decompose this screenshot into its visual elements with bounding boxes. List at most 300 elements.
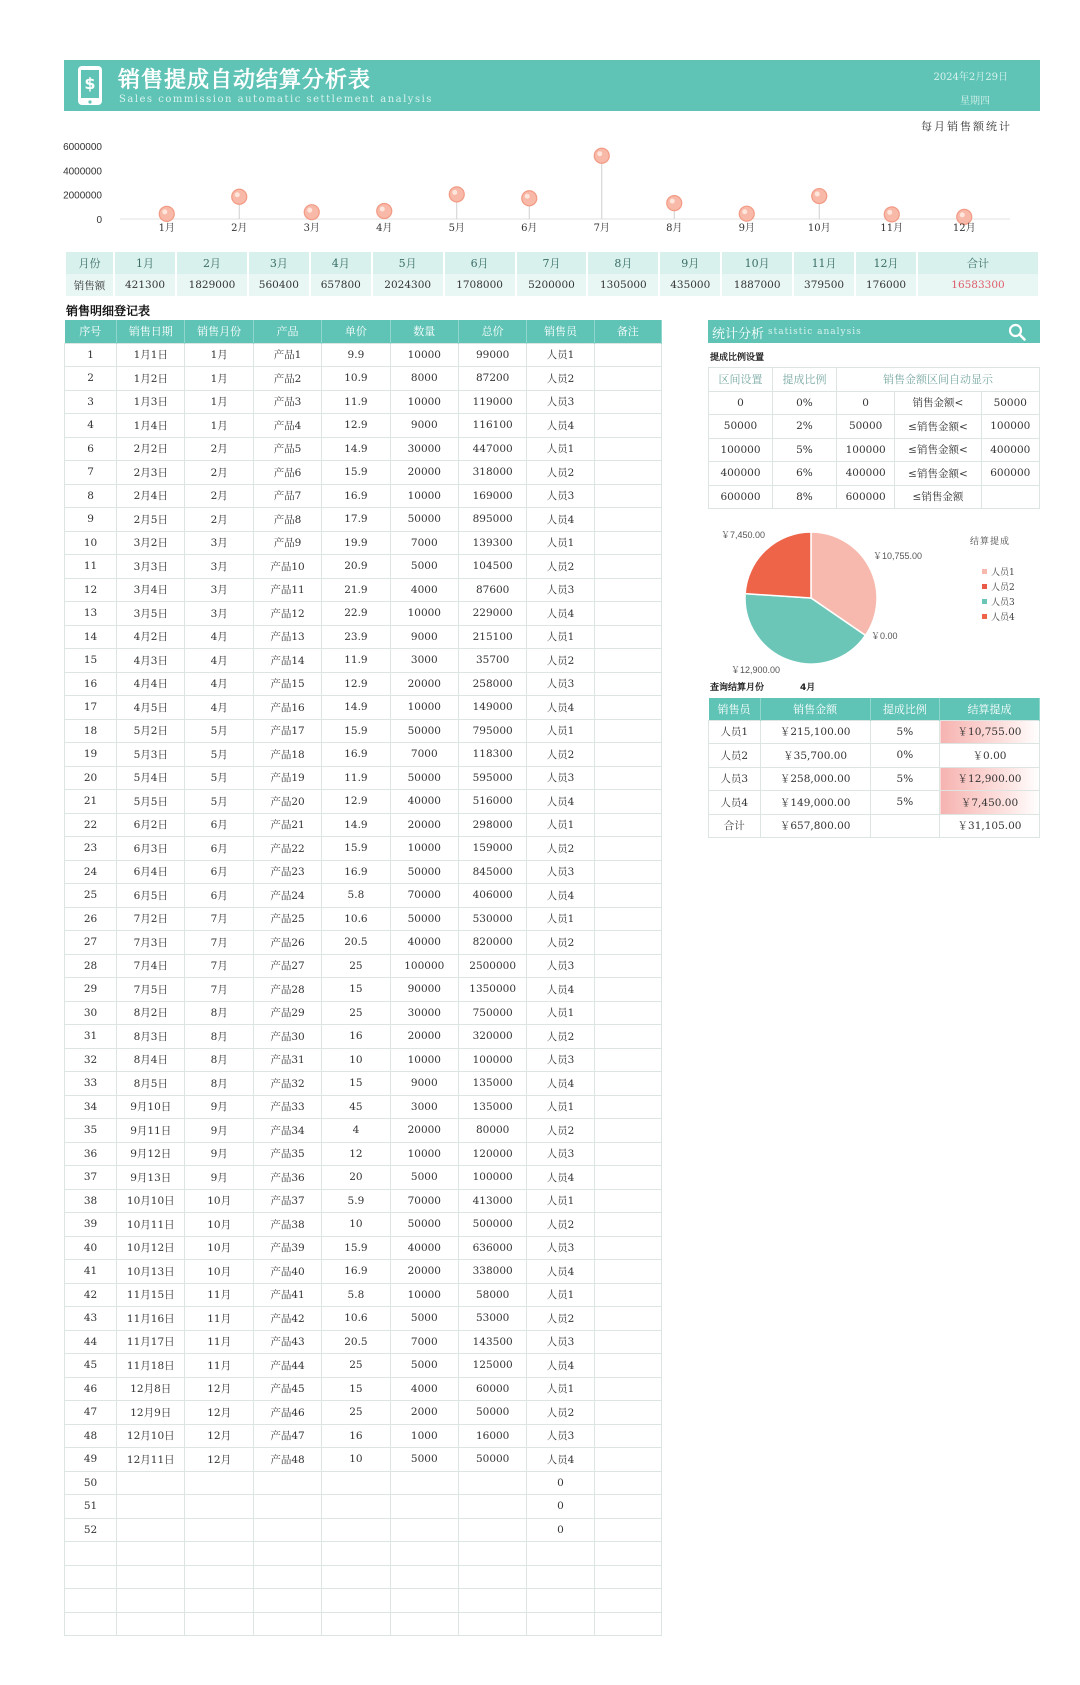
table-row[interactable] (65, 672, 662, 696)
rate-cell: 100000 (836, 438, 894, 462)
table-cell: 6月 (185, 860, 253, 884)
data-point (594, 148, 609, 163)
table-cell (594, 625, 661, 649)
table-cell: 5月 (185, 743, 253, 767)
table-row[interactable] (65, 1589, 662, 1613)
table-row[interactable] (65, 1213, 662, 1237)
data-point (667, 196, 682, 211)
table-row[interactable] (65, 1471, 662, 1495)
summary-month: 1月 (115, 252, 175, 274)
table-cell: 8月3日 (117, 1025, 185, 1049)
table-cell (65, 1612, 117, 1636)
table-cell: 人员3 (527, 672, 594, 696)
table-cell: 3 (65, 390, 117, 414)
table-cell: 12月9日 (117, 1401, 185, 1425)
summary-sales-value: 1829000 (177, 274, 247, 296)
table-cell: 12 (322, 1142, 390, 1166)
table-cell: 530000 (458, 907, 526, 931)
table-cell: 20.5 (322, 1330, 390, 1354)
table-row[interactable] (65, 1307, 662, 1331)
table-cell (594, 508, 661, 532)
table-cell (322, 1471, 390, 1495)
x-tick-label: 4月 (376, 223, 393, 234)
table-row[interactable] (65, 978, 662, 1002)
table-row[interactable] (65, 1424, 662, 1448)
table-cell: 4 (322, 1119, 390, 1143)
table-cell: 4 (65, 414, 117, 438)
table-cell: 100000 (458, 1048, 526, 1072)
table-row[interactable] (65, 578, 662, 602)
rate-cell: 400000 (981, 438, 1039, 462)
rate-header-cell: 区间设置 (709, 368, 773, 392)
table-cell: 25 (322, 1401, 390, 1425)
query-month-value[interactable]: 4月 (800, 683, 816, 693)
table-cell: 6 (65, 437, 117, 461)
table-cell: 产品26 (253, 931, 321, 955)
legend-swatch (982, 599, 987, 604)
table-cell: 产品10 (253, 555, 321, 579)
table-cell (594, 837, 661, 861)
table-cell: 产品14 (253, 649, 321, 673)
y-tick-label: 4000000 (63, 166, 102, 178)
table-cell: 99000 (458, 343, 526, 367)
table-row[interactable] (65, 1518, 662, 1542)
table-cell: 6月 (185, 884, 253, 908)
table-cell: 406000 (458, 884, 526, 908)
data-point-highlight (235, 192, 240, 197)
table-cell (117, 1612, 185, 1636)
table-cell: 24 (65, 860, 117, 884)
table-row[interactable] (65, 1095, 662, 1119)
table-cell: 12.9 (322, 790, 390, 814)
table-cell: 2月4日 (117, 484, 185, 508)
table-row[interactable] (65, 649, 662, 673)
table-row[interactable] (65, 1612, 662, 1636)
table-cell: 258000 (458, 672, 526, 696)
table-row[interactable] (65, 813, 662, 837)
table-cell: 25 (322, 1001, 390, 1025)
summary-month: 6月 (445, 252, 515, 274)
table-row[interactable] (65, 696, 662, 720)
table-cell: 2月2日 (117, 437, 185, 461)
table-cell: 22 (65, 813, 117, 837)
table-row[interactable] (65, 1048, 662, 1072)
summary-month: 5月 (373, 252, 443, 274)
table-cell: 29 (65, 978, 117, 1002)
y-tick-label: 2000000 (63, 190, 102, 202)
table-cell: 13 (65, 602, 117, 626)
table-cell: 15.9 (322, 461, 390, 485)
table-cell: 9月 (185, 1119, 253, 1143)
summary-sales-value: 435000 (660, 274, 720, 296)
header-banner (64, 60, 1040, 111)
table-cell: 119000 (458, 390, 526, 414)
table-row[interactable] (65, 343, 662, 367)
monthly-sales-chart (60, 132, 1020, 244)
table-cell: 人员2 (527, 461, 594, 485)
table-cell: 31 (65, 1025, 117, 1049)
summary-sales-header: 销售额 (66, 274, 113, 296)
detail-header-cell: 数量 (390, 320, 458, 343)
settle-cell (870, 814, 939, 838)
table-cell: 50000 (390, 766, 458, 790)
table-cell: 11月16日 (117, 1307, 185, 1331)
table-row[interactable] (65, 1001, 662, 1025)
table-cell (458, 1471, 526, 1495)
rate-cell: 50000 (709, 415, 773, 439)
table-row[interactable] (65, 1377, 662, 1401)
table-cell: 人员4 (527, 508, 594, 532)
table-cell: 人员4 (527, 1354, 594, 1378)
table-row[interactable] (65, 390, 662, 414)
summary-sales-value: 1305000 (588, 274, 658, 296)
table-cell: 169000 (458, 484, 526, 508)
table-cell: 产品44 (253, 1354, 321, 1378)
table-row[interactable] (65, 790, 662, 814)
table-cell (594, 1236, 661, 1260)
summary-sales-value: 1708000 (445, 274, 515, 296)
table-cell: 6月2日 (117, 813, 185, 837)
table-cell: 人员2 (527, 1213, 594, 1237)
table-cell: 人员3 (527, 1142, 594, 1166)
table-cell: 12 (65, 578, 117, 602)
table-cell (594, 1401, 661, 1425)
table-cell: 47 (65, 1401, 117, 1425)
table-cell (117, 1565, 185, 1589)
table-cell: 产品24 (253, 884, 321, 908)
table-row[interactable] (65, 367, 662, 391)
table-cell: 人员4 (527, 1072, 594, 1096)
data-point (159, 206, 174, 221)
table-row[interactable] (65, 837, 662, 861)
table-row[interactable] (65, 1260, 662, 1284)
table-row[interactable] (65, 437, 662, 461)
table-cell: 53000 (458, 1307, 526, 1331)
table-cell: 9000 (390, 1072, 458, 1096)
rate-settings-title: 提成比例设置 (710, 353, 765, 363)
table-row[interactable] (65, 508, 662, 532)
query-month-row (710, 680, 816, 693)
table-row[interactable] (65, 1565, 662, 1589)
table-cell: 44 (65, 1330, 117, 1354)
table-cell: 16 (322, 1025, 390, 1049)
table-cell: 产品31 (253, 1048, 321, 1072)
table-cell: 人员2 (527, 555, 594, 579)
table-cell: 80000 (458, 1119, 526, 1143)
table-cell: 2500000 (458, 954, 526, 978)
table-cell: 20000 (390, 813, 458, 837)
table-cell: 6月 (185, 813, 253, 837)
table-cell: 143500 (458, 1330, 526, 1354)
pie-data-label: ￥10,755.00 (873, 551, 923, 561)
table-cell: 58000 (458, 1283, 526, 1307)
table-cell: 14.9 (322, 437, 390, 461)
table-cell: 12月 (185, 1448, 253, 1472)
table-cell: 16.9 (322, 1260, 390, 1284)
table-row[interactable] (65, 954, 662, 978)
table-cell: 人员2 (527, 931, 594, 955)
y-tick-label: 0 (96, 215, 102, 226)
settle-cell: 人员2 (709, 744, 761, 768)
table-cell: 139300 (458, 531, 526, 555)
table-cell (594, 1095, 661, 1119)
table-cell: 15 (322, 1072, 390, 1096)
table-cell: 5000 (390, 555, 458, 579)
table-cell: 7月 (185, 907, 253, 931)
table-cell: 7000 (390, 1330, 458, 1354)
x-tick-label: 10月 (807, 223, 831, 234)
table-cell: 4月 (185, 625, 253, 649)
table-cell: 5月 (185, 790, 253, 814)
table-cell: 产品15 (253, 672, 321, 696)
pie-title: 结算提成 (970, 537, 1011, 547)
table-row[interactable] (65, 1495, 662, 1519)
table-cell: 5.8 (322, 1283, 390, 1307)
rate-row (709, 391, 1040, 415)
table-row[interactable] (65, 766, 662, 790)
query-month-label: 查询结算月份 (710, 683, 765, 693)
table-cell: 产品19 (253, 766, 321, 790)
table-cell: 6月4日 (117, 860, 185, 884)
table-cell: 人员1 (527, 531, 594, 555)
rate-cell: 50000 (836, 415, 894, 439)
table-row[interactable] (65, 884, 662, 908)
table-cell: 229000 (458, 602, 526, 626)
table-cell (594, 1142, 661, 1166)
table-row[interactable] (65, 719, 662, 743)
detail-header-cell: 备注 (594, 320, 661, 343)
table-cell: 41 (65, 1260, 117, 1284)
table-cell: 16.9 (322, 743, 390, 767)
table-row[interactable] (65, 414, 662, 438)
search-icon[interactable] (1008, 323, 1026, 341)
data-point (232, 189, 247, 204)
table-cell: 9月12日 (117, 1142, 185, 1166)
detail-header-cell: 产品 (253, 320, 321, 343)
table-cell (594, 813, 661, 837)
table-cell: 人员3 (527, 1424, 594, 1448)
table-cell (322, 1518, 390, 1542)
table-cell: 7月 (185, 931, 253, 955)
table-cell: 人员2 (527, 367, 594, 391)
summary-sales-value: 176000 (856, 274, 916, 296)
panel-title: 统计分析 (712, 327, 765, 342)
table-cell: 人员1 (527, 1283, 594, 1307)
table-row[interactable] (65, 931, 662, 955)
table-cell: 3月4日 (117, 578, 185, 602)
table-cell: 人员3 (527, 860, 594, 884)
table-row[interactable] (65, 1283, 662, 1307)
table-cell (594, 367, 661, 391)
rate-cell: 400000 (836, 462, 894, 486)
table-row[interactable] (65, 1025, 662, 1049)
settle-header-cell: 结算提成 (940, 698, 1040, 720)
table-cell: 10月 (185, 1213, 253, 1237)
table-cell (458, 1612, 526, 1636)
table-cell: 60000 (458, 1377, 526, 1401)
legend-swatch (982, 614, 987, 619)
table-cell (594, 1213, 661, 1237)
table-cell: 产品25 (253, 907, 321, 931)
settle-row (709, 791, 1040, 815)
table-row[interactable] (65, 555, 662, 579)
table-cell (594, 343, 661, 367)
table-cell: 5.9 (322, 1189, 390, 1213)
table-row[interactable] (65, 860, 662, 884)
table-cell: 人员1 (527, 719, 594, 743)
table-cell: 21.9 (322, 578, 390, 602)
table-cell: 12月 (185, 1377, 253, 1401)
table-cell: 50000 (390, 1213, 458, 1237)
table-cell: 50000 (390, 907, 458, 931)
rate-cell: 100000 (981, 415, 1039, 439)
table-cell (65, 1565, 117, 1589)
table-row[interactable] (65, 484, 662, 508)
page-title: 销售提成自动结算分析表 (118, 68, 372, 93)
table-row[interactable] (65, 743, 662, 767)
table-cell (594, 884, 661, 908)
table-cell: 2月5日 (117, 508, 185, 532)
table-row[interactable] (65, 1401, 662, 1425)
table-cell: 产品30 (253, 1025, 321, 1049)
table-cell (458, 1589, 526, 1613)
table-cell: 8月 (185, 1072, 253, 1096)
table-cell: 3月 (185, 555, 253, 579)
table-cell: 人员4 (527, 602, 594, 626)
table-cell: 15 (322, 1377, 390, 1401)
rate-row (709, 438, 1040, 462)
table-cell (594, 1166, 661, 1190)
rate-cell: 600000 (981, 462, 1039, 486)
table-cell (594, 1330, 661, 1354)
table-cell: 产品1 (253, 343, 321, 367)
rate-header-cell: 销售金额区间自动显示 (836, 368, 1039, 392)
table-cell: 20000 (390, 1260, 458, 1284)
table-row[interactable] (65, 461, 662, 485)
table-cell: 30000 (390, 1001, 458, 1025)
settle-cell: ￥7,450.00 (940, 791, 1040, 815)
x-tick-label: 12月 (952, 223, 976, 234)
table-cell: 23.9 (322, 625, 390, 649)
table-cell (594, 1424, 661, 1448)
table-cell: 2月 (185, 437, 253, 461)
table-row[interactable] (65, 1166, 662, 1190)
table-cell (594, 954, 661, 978)
table-cell: 5000 (390, 1166, 458, 1190)
rate-cell: 8% (772, 485, 836, 509)
table-cell (527, 1565, 594, 1589)
table-cell: 16.9 (322, 860, 390, 884)
table-cell (185, 1518, 253, 1542)
table-row[interactable] (65, 1448, 662, 1472)
table-cell (594, 719, 661, 743)
sales-detail-table (64, 320, 662, 1636)
table-cell: 636000 (458, 1236, 526, 1260)
legend-label: 人员4 (991, 613, 1015, 623)
page-subtitle: Sales commission automatic settlement analysis (119, 94, 433, 105)
rate-cell: 2% (772, 415, 836, 439)
table-cell: 10月 (185, 1236, 253, 1260)
table-row[interactable] (65, 602, 662, 626)
table-cell: 10000 (390, 602, 458, 626)
table-cell: 产品32 (253, 1072, 321, 1096)
table-cell: 40000 (390, 931, 458, 955)
settle-cell: ￥657,800.00 (760, 814, 870, 838)
table-cell: 人员1 (527, 1377, 594, 1401)
table-cell: 2 (65, 367, 117, 391)
table-cell: 48 (65, 1424, 117, 1448)
table-cell: 产品23 (253, 860, 321, 884)
table-row[interactable] (65, 531, 662, 555)
table-row[interactable] (65, 1236, 662, 1260)
table-cell (594, 461, 661, 485)
table-cell: 9月11日 (117, 1119, 185, 1143)
table-cell (594, 484, 661, 508)
table-cell (594, 1260, 661, 1284)
table-row[interactable] (65, 1189, 662, 1213)
table-row[interactable] (65, 1142, 662, 1166)
table-cell: 20000 (390, 1119, 458, 1143)
table-cell: 90000 (390, 978, 458, 1002)
table-cell: 人员4 (527, 1448, 594, 1472)
table-cell: 12月 (185, 1401, 253, 1425)
table-cell (594, 414, 661, 438)
table-cell: 产品12 (253, 602, 321, 626)
table-cell: 70000 (390, 884, 458, 908)
table-cell: 4月5日 (117, 696, 185, 720)
table-cell: 产品11 (253, 578, 321, 602)
table-cell: 50 (65, 1471, 117, 1495)
table-cell: 25 (65, 884, 117, 908)
table-cell: 50000 (458, 1401, 526, 1425)
settle-cell: ￥12,900.00 (940, 767, 1040, 791)
table-cell (594, 649, 661, 673)
rate-cell: 600000 (709, 485, 773, 509)
table-row[interactable] (65, 907, 662, 931)
table-cell: 135000 (458, 1095, 526, 1119)
rate-cell: ≤销售金额< (895, 438, 981, 462)
rate-cell: 6% (772, 462, 836, 486)
table-cell: 人员4 (527, 1260, 594, 1284)
x-tick-label: 6月 (521, 223, 538, 234)
table-cell: 0 (527, 1518, 594, 1542)
table-cell: 2月 (185, 508, 253, 532)
table-cell: 12月 (185, 1424, 253, 1448)
table-row[interactable] (65, 1330, 662, 1354)
table-cell: 45 (65, 1354, 117, 1378)
pie-data-label: ￥0.00 (871, 631, 898, 641)
table-row[interactable] (65, 1119, 662, 1143)
table-cell (594, 1189, 661, 1213)
table-cell: 1月4日 (117, 414, 185, 438)
table-cell: 46 (65, 1377, 117, 1401)
table-cell (185, 1471, 253, 1495)
table-cell: 17 (65, 696, 117, 720)
table-cell (594, 1471, 661, 1495)
table-cell: 8月 (185, 1048, 253, 1072)
table-row[interactable] (65, 1072, 662, 1096)
table-row[interactable] (65, 1542, 662, 1566)
analysis-panel-header (708, 320, 1040, 343)
table-cell: 7 (65, 461, 117, 485)
table-cell: 4月 (185, 672, 253, 696)
table-cell: 1月3日 (117, 390, 185, 414)
table-row[interactable] (65, 625, 662, 649)
table-cell (527, 1542, 594, 1566)
y-tick-label: 6000000 (63, 142, 102, 153)
data-point-highlight (525, 194, 530, 199)
table-row[interactable] (65, 1354, 662, 1378)
